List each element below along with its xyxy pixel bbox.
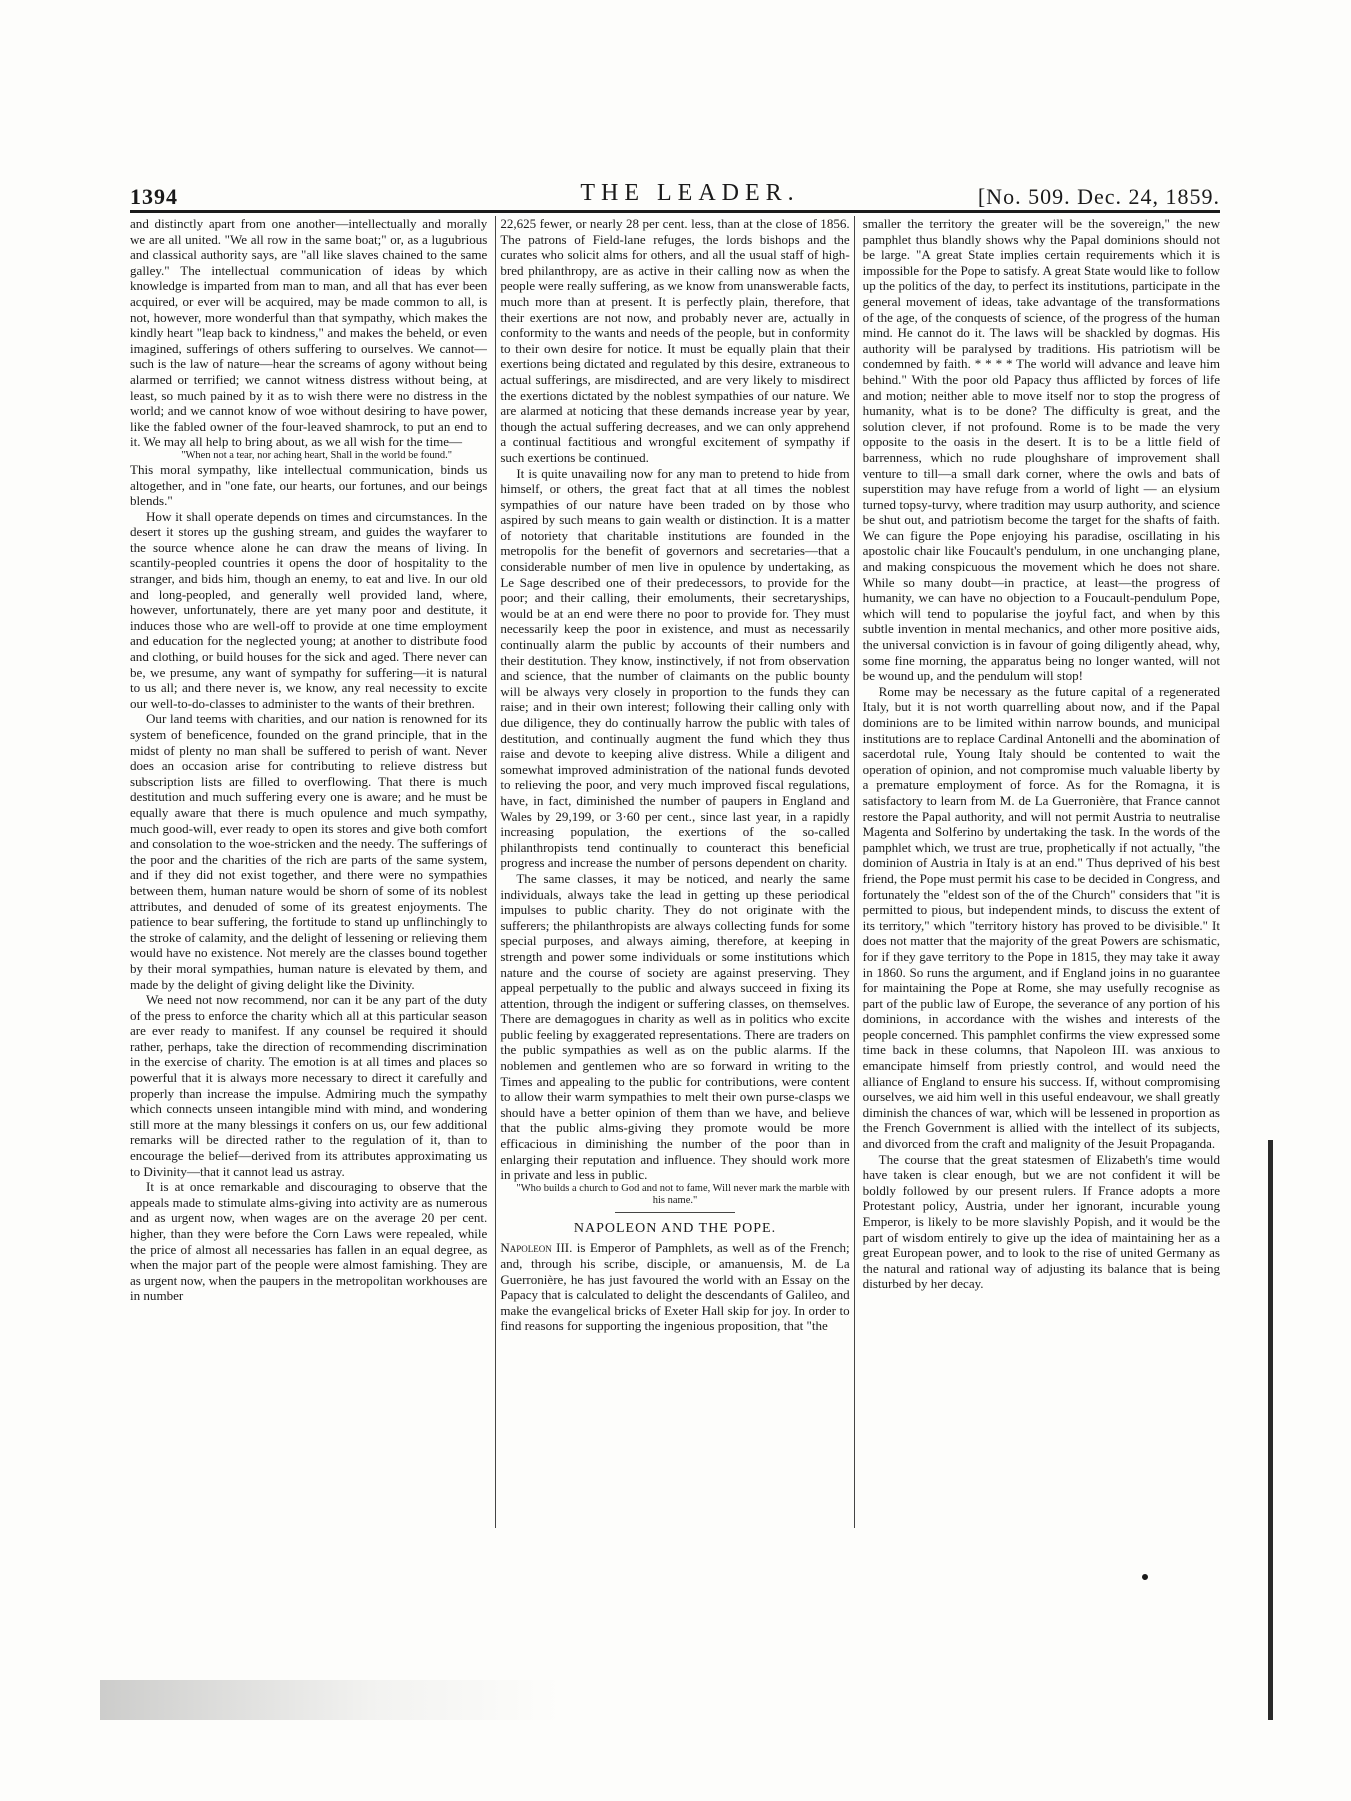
section-divider	[615, 1212, 735, 1213]
section-title: NAPOLEON AND THE POPE.	[573, 1220, 777, 1236]
column-right	[863, 216, 1220, 1528]
page-header	[130, 180, 1220, 210]
verse-quote: "When not a tear, nor aching heart, Shall in the world be found."	[181, 449, 453, 461]
paragraph: It is at once remarkable and discouraging to observe that the appeals made to stimulate alms-giving into activity are as numerous and as urgent now, when wages are on the average 20 per cent. higher, than they were before the Corn Laws were repealed, while the price of almost all necessaries has fallen in an equal degree, as when the major part of the people were almost famishing. They are as urgent now, when the paupers in the metropolitan workhouses are in number	[130, 1179, 488, 1304]
header-rule	[130, 210, 1220, 213]
issue-info: [No. 509. Dec. 24, 1859.	[977, 184, 1220, 209]
column-left	[130, 216, 487, 1528]
article-columns	[130, 216, 1220, 1528]
paragraph: This moral sympathy, like intellectual communication, binds us altogether, and in "one fate, our hearts, our fortunes, and our beings blends."	[130, 461, 488, 509]
paragraph: Our land teems with charities, and our nation is renowned for its system of beneficence, founded on the grand principle, that in the midst of plenty no man shall be suffered to perish of want. Never does an occasion arise for contributing to relieve distress but subscription lists are filled to overflowing. That there is much destitution and much suffering every one is aware; and he must be equally aware that there is much opulence and much sympathy, much good-will, ever ready to open its stores and give both comfort and consolation to the woe-stricken and the needy. The sufferings of the poor and the charities of the rich are parts of the same system, and if they did not exist together, and there were no sympathies between them, human nature would be shorn of some of its noblest attributes, and denuded of some of its greatest enjoyments. The patience to bear suffering, the fortitude to stand up unflinchingly to the stroke of calamity, and the delight of lessening or relieving them would have no existence. Not merely are the classes bound together by their moral sympathies, human nature is elevated by them, and made by the delight of giving delight like the Divinity.	[130, 711, 488, 992]
paragraph: How it shall operate depends on times and circumstances. In the desert it stores up the gushing stream, and guides the wayfarer to the source whence alone he can draw the means of living. In scantily-peopled countries it opens the door of hospitality to the stranger, and bids him, though an enemy, to eat and live. In our old and long-peopled, and generally well provided land, where, however, unfortunately, there are yet many poor and destitute, it induces those who are well-off to provide at one time employment and education for the neglected young; at another to distribute food and clothing, or build houses for the sick and aged. There never can be, we presume, any want of sympathy for suffering—it is natural to us all; and there never is, we know, any real necessity to excite our well-to-do-classes to administer to the wants of their brethren.	[130, 508, 488, 711]
scan-smudge	[100, 1680, 560, 1720]
verse-quote: "Who builds a church to God and not to fame, Will never mark the marble with his name."	[516, 1182, 850, 1206]
paragraph	[500, 1240, 849, 1334]
paragraph: and distinctly apart from one another—intellectually and morally we are all united. "We all row in the same boat;" or, as a lugubrious and classical authority says, are "all like slaves chained to the same galley." The intellectual communication of ideas by which knowledge is imparted from man to man, and all that has ever been acquired, or ever will be acquired, may be made common to all, is not, however, more wonderful than that sympathy, which makes the kindly heart "leap back to kindness," and makes the beheld, or even imagined, sufferings of others suffering to ourselves. We cannot—such is the law of nature—hear the screams of agony without being alarmed or terrified; we cannot witness distress without being, at least, so much pained by it as to wish there were no distress in the world; and we cannot know of woe without desiring to have power, like the fabled owner of the four-leaved shamrock, to put an end to it. We may all help to bring about, as we all wish for the time—	[130, 216, 488, 450]
paragraph: The same classes, it may be noticed, and nearly the same individuals, always take the lead in getting up these periodical impulses to public charity. They do not originate with the sufferers; the philanthropists are always collecting funds for some special purposes, and always aiming, therefore, at keeping in strength and power some individuals or some institutions which nature and the course of society are against preserving. They appeal perpetually to the public and always succeed in fixing its attention, through the indigent or suffering classes, on themselves. There are demagogues in charity as well as in politics who excite public feeling by exaggerated representations. There are traders on the public sympathies as well as on the public alarms. If the noblemen and gentlemen who are so forward in writing to the Times and appealing to the public for contributions, were content to allow their warm sympathies to melt their own purse-clasps we should have a better opinion of them than we have, and believe that the public alms-giving they promote would be more efficacious in diminishing the number of the poor than in enlarging their reputation and influence. They should work more in private and less in public.	[500, 870, 850, 1183]
column-middle	[495, 216, 854, 1528]
paragraph-text: III. is Emperor of Pamphlets, as well as of the French; and, through his scribe, disciple, or amanuensis, M. de La Guerronière, he has just favoured the world with an Essay on the Papacy that is calculated to delight the descendants of Galileo, and make the evangelical bricks of Exeter Hall skip for joy. In order to find reasons for supporting the ingenious proposition, that "the	[500, 1240, 850, 1334]
paragraph: 22,625 fewer, or nearly 28 per cent. less, than at the close of 1856. The patrons of Field-lane refuges, the lords bishops and the curates who solicit alms for others, and all the usual staff of high-bred philanthropy, are as active in their calling now as when the people were really suffering, as we know from unanswerable facts, much more than at present. It is perfectly plain, therefore, that their exertions are not now, and probably never are, actually in conformity to the wants and needs of the people, but in conformity to their own desire for notice. It must be equally plain that their exertions being dictated and regulated by this desire, extraneous to actual sufferings, are misdirected, and are very likely to misdirect the exertions dictated by the noblest sympathies of our nature. We are alarmed at noticing that these demands increase year by year, though the actual suffering decreases, and we can only apprehend a continual factitious and wrongful excitement of sympathy if such exertions be continued.	[500, 216, 850, 465]
paragraph: The course that the great statesmen of Elizabeth's time would have taken is clear enough, but we are not confident it will be boldly followed by our present rulers. If France adopts a more Protestant policy, Austria, under her ignorant, incurable young Emperor, is likely to be more slavishly Popish, and it would be the part of wisdom entirely to give up the idea of maintaining her as a great European power, and to look to the rise of united Germany as the natural and rational way of adjusting its balance that is being disturbed by her decay.	[862, 1151, 1220, 1292]
paragraph: It is quite unavailing now for any man to pretend to hide from himself, or others, the great fact that at all times the noblest sympathies of our nature have been traded on by those who aspired by such means to gain wealth or distinction. It is a matter of notoriety that charitable institutions are founded in the metropolis for the benefit of governors and secretaries—that a considerable number of men live in opulence by undertaking, as Le Sage described one of their predecessors, to provide for the poor; and their calling, their emoluments, their secretaryships, would be at an end were there no poor to provide for. They must necessarily keep the poor in existence, and must as necessarily continually alarm the public by accounts of their numbers and their destitution. They know, instinctively, if not from observation and science, that the number of claimants on the public bounty will be always very closely in proportion to the funds they can raise; and in their own interest; following their calling only with due diligence, they do continually harrow the public with tales of destitution, and continually augment the fund which they thus raise and devote to keeping alive distress. While a diligent and somewhat improved administration of the national funds devoted to relieving the poor, and very much improved fiscal regulations, have, in fact, diminished the number of paupers in England and Wales by 29,199, or 3·60 per cent., since last year, in a rapidly increasing population, the exertions of the so-called philanthropists tend continually to counteract this beneficial progress and increase the number of persons dependent on charity.	[500, 465, 850, 871]
scan-edge-bar	[1268, 1140, 1273, 1720]
paragraph: smaller the territory the greater will be the sovereign," the new pamphlet thus blandly shows why the Papal dominions should not be large. "A great State implies certain requirements which it is impossible for the Pope to satisfy. A great State would like to follow up the politics of the day, to perfect its institutions, participate in the general movement of ideas, take advantage of the transformations of the age, of the conquests of science, of the progress of the human mind. He cannot do it. The laws will be shackled by dogmas. His authority will be paralysed by traditions. His patriotism will be condemned by faith. * * * * The world will advance and leave him behind." With the poor old Papacy thus afflicted by forces of life and motion; neither able to move itself nor to stop the progress of humanity, what is to be done? The difficulty is great, and the solution clever, if not profound. Rome is to be made the very opposite to the oasis in the desert. It is to be a little field of barrenness, which no rude ploughshare of improvement shall venture to till—a small dark corner, where the owls and bats of superstition may have refuge from a world of light — an elysium turned topsy-turvy, where tradition may usurp authority, and science be shut out, and patriotism become the target for the shafts of faith. We can figure the Pope enjoying his paradise, oscillating in his apostolic chair like Foucault's pendulum, in one unchanging plane, and making conspicuous the movement which he does not share. While so many doubt—in practice, at least—the progress of humanity, we can have no objection to a Foucault-pendulum Pope, which will tend to popularise the joyful fact, and when by this subtle invention in mental mechanics, and other more positive aids, the universal conviction is in favour of going diligently ahead, why, some fine morning, the apparatus being no longer wanted, will not be wound up, and the pendulum will stop!	[862, 216, 1220, 684]
ink-dot	[1142, 1574, 1148, 1580]
paragraph: We need not now recommend, nor can it be any part of the duty of the press to enforce the charity which all at this particular season are ever ready to manifest. If any counsel be required it should rather, perhaps, take the direction of recommending discrimination in the exercise of charity. The emotion is at all times and places so powerful that it is always more necessary to direct it carefully and properly than increase the impulse. Admiring much the sympathy which connects unseen intangible mind with mind, and wondering still more at the many blessings it confers on us, our few additional remarks will be directed rather to the regulation of it, than to encourage the belief—derived from its attributes approximating us to Divinity—that it cannot lead us astray.	[130, 992, 488, 1179]
paragraph: Rome may be necessary as the future capital of a regenerated Italy, but it is not worth quarrelling about now, and if the Papal dominions are to be limited within narrow bounds, and municipal institutions are to replace Cardinal Antonelli and the abomination of sacerdotal rule, Young Italy should be contented to wait the operation of opinion, and not compromise much valuable liberty by a premature employment of force. As for the Romagna, it is satisfactory to learn from M. de La Guerronière, that France cannot restore the Papal authority, and will not permit Austria to neutralise Magenta and Solferino by undertaking the task. In the words of the pamphlet which, we trust are true, prophetically if not actually, "the dominion of Austria in Italy is at an end." Thus deprived of his best friend, the Pope must permit his case to be decided in Congress, and fortunately the "eldest son of the of the Church" considers that "it is permitted to pious, but independent minds, to discuss the extent of its territory," which "territory history has proved to be divisible." It does not matter that the majority of the great Powers are schismatic, for if they gave territory to the Pope in 1815, they may take it away in 1860. So runs the argument, and if England joins in no guarantee for maintaining the Pope at Rome, she may usefully recognise as part of the public law of Europe, the severance of any portion of his dominions, in accordance with the wishes and interests of the people concerned. This pamphlet confirms the view expressed some time back in these columns, that Napoleon III. was anxious to emancipate himself from priestly control, and would need the alliance of England to ensure his success. If, without compromising ourselves, we aid him well in this useful endeavour, we shall greatly diminish the chances of war, which will be lessened in proportion as the French Government is allied with the intellect of its subjects, and divorced from the craft and malignity of the Jesuit Propaganda.	[862, 683, 1220, 1152]
lead-word: Napoleon	[500, 1240, 552, 1256]
masthead-title: THE LEADER.	[580, 180, 800, 206]
page-number: 1394	[130, 184, 178, 209]
